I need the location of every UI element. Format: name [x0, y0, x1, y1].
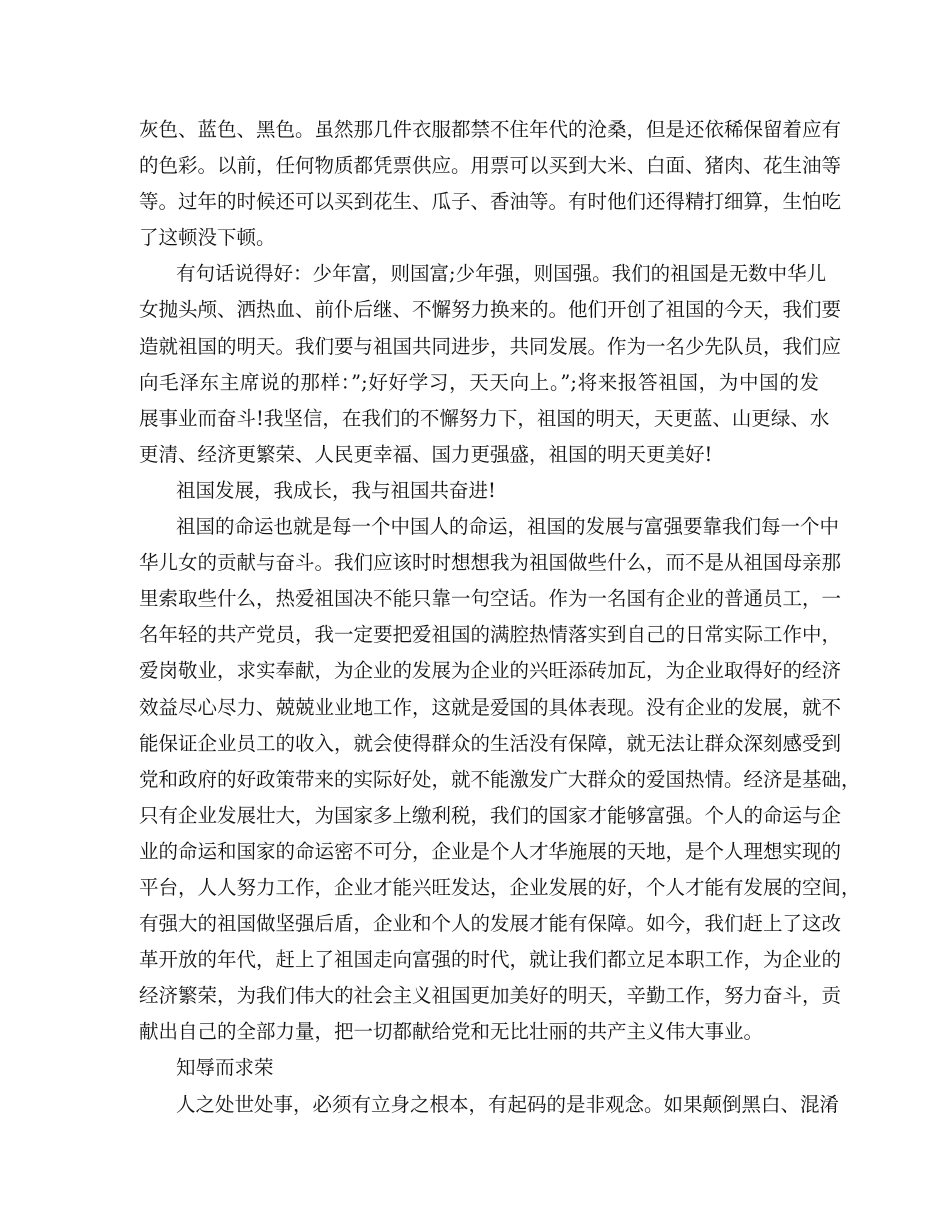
paragraph-first-line: 有句话说得好：少年富，则国富;少年强，则国强。我们的祖国是无数中华儿 [176, 262, 827, 286]
text-line: 等。过年的时候还可以买到花生、瓜子、香油等。有时他们还得精打细算，生怕吃 [139, 190, 842, 214]
text-line: 了这顿没下顿。 [139, 226, 276, 250]
text-line: 业的命运和国家的命运密不可分，企业是个人才华施展的天地，是个人理想实现的 [139, 839, 842, 863]
text-line: 爱岗敬业，求实奉献，为企业的发展为企业的兴旺添砖加瓦，为企业取得好的经济 [139, 659, 842, 683]
text-line: 平台，人人努力工作，企业才能兴旺发达，企业发展的好，个人才能有发展的空间， [139, 875, 861, 899]
text-line: 更清、经济更繁荣、人民更幸福、国力更强盛，祖国的明天更美好! [139, 442, 713, 466]
text-line: 献出自己的全部力量，把一切都献给党和无比壮丽的共产主义伟大事业。 [139, 1020, 764, 1044]
paragraph-first-line: 祖国的命运也就是每一个中国人的命运，祖国的发展与富强要靠我们每一个中 [176, 515, 840, 539]
document-body [139, 112, 861, 1123]
text-line: 党和政府的好政策带来的实际好处，就不能激发广大群众的爱国热情。经济是基础， [139, 767, 861, 791]
paragraph-first-line: 人之处世处事，必须有立身之根本，有起码的是非观念。如果颠倒黑白、混淆 [176, 1092, 840, 1116]
text-line: 能保证企业员工的收入，就会使得群众的生活没有保障，就无法让群众深刻感受到 [139, 731, 842, 755]
text-line: 有强大的祖国做坚强后盾，企业和个人的发展才能有保障。如今，我们赶上了这改 [139, 912, 842, 936]
text-line: 灰色、蓝色、黑色。虽然那几件衣服都禁不住年代的沧桑，但是还依稀保留着应有 [139, 118, 842, 141]
text-line: 经济繁荣，为我们伟大的社会主义祖国更加美好的明天，辛勤工作，努力奋斗，贡 [139, 984, 842, 1008]
section-heading: 祖国发展，我成长，我与祖国共奋进! [176, 478, 496, 502]
text-line: 名年轻的共产党员，我一定要把爱祖国的满腔热情落实到自己的日常实际工作中， [139, 623, 842, 647]
text-line: 的色彩。以前，任何物质都凭票供应。用票可以买到大米、白面、猪肉、花生油等 [139, 154, 842, 178]
text-line: 效益尽心尽力、兢兢业业地工作，这就是爱国的具体表现。没有企业的发展，就不 [139, 695, 842, 719]
text-line: 华儿女的贡献与奋斗。我们应该时时想想我为祖国做些什么，而不是从祖国母亲那 [139, 551, 842, 575]
text-line: 革开放的年代，赶上了祖国走向富强的时代，就让我们都立足本职工作，为企业的 [139, 948, 842, 972]
text-line: 造就祖国的明天。我们要与祖国共同进步，共同发展。作为一名少先队员，我们应 [139, 334, 842, 358]
text-line: 向毛泽东主席说的那样：”;好好学习，天天向上。”;将来报答祖国，为中国的发 [139, 370, 819, 394]
text-line: 女抛头颅、洒热血、前仆后继、不懈努力换来的。他们开创了祖国的今天，我们要 [139, 298, 842, 322]
text-line: 展事业而奋斗!我坚信，在我们的不懈努力下，祖国的明天，天更蓝、山更绿、水 [139, 406, 830, 430]
text-line: 只有企业发展壮大，为国家多上缴利税，我们的国家才能够富强。个人的命运与企 [139, 803, 842, 827]
text-line: 里索取些什么，热爱祖国决不能只靠一句空话。作为一名国有企业的普通员工，一 [139, 587, 842, 611]
section-heading: 知辱而求荣 [176, 1056, 274, 1080]
